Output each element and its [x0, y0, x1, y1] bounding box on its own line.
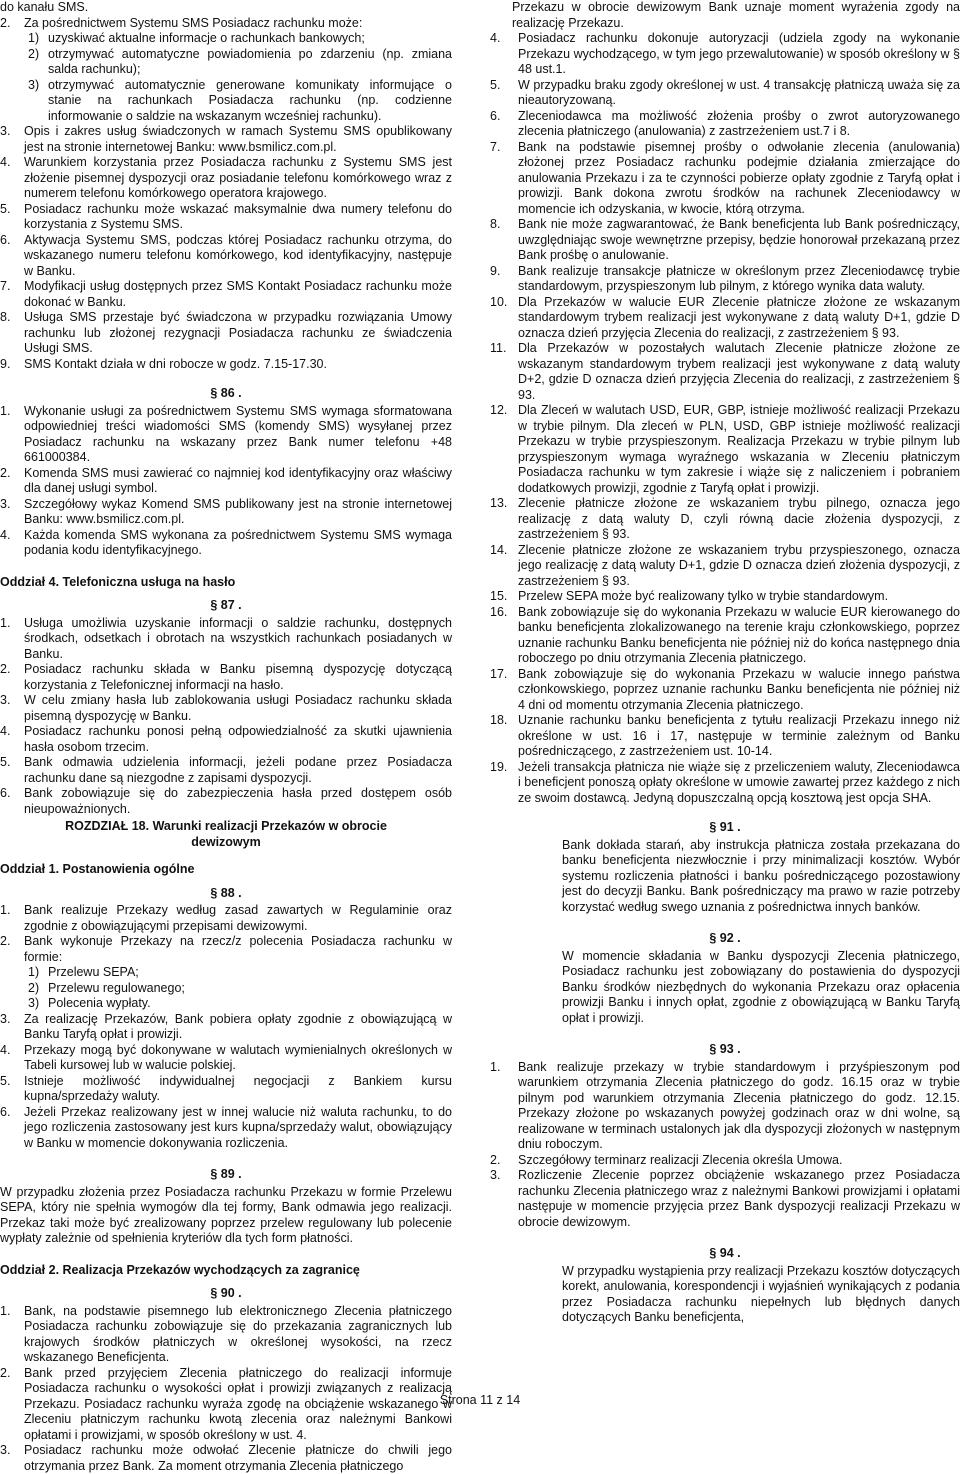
item-text: Zlecenie płatnicze złożone ze wskazaniem trybu przyspieszonego, oznacza jego realizację z datą waluty D+1, gdzie D oznacza dzień złożenia dyspozycji, z zastrzeżeniem § 93.	[518, 543, 960, 590]
item-number: 10.	[490, 295, 518, 342]
item-text: Usługa SMS przestaje być świadczona w przypadku rozwiązania Umowy rachunku lub złożonej rezygnacji Posiadacza rachunku ze świadczenia Usługi SMS.	[24, 310, 452, 357]
list-item	[0, 357, 452, 373]
list-item	[490, 667, 960, 714]
list-item	[0, 724, 452, 755]
paragraph-heading: § 89 .	[0, 1167, 452, 1183]
item-text: Uznanie rachunku banku beneficjenta z tytułu realizacji Przekazu innego niż określone w ust. 16 i 17, następuje w terminie zależnym od Banku pośredniczącego, z zastrzeżeniem ust. 10-14.	[518, 713, 960, 760]
item-number: 2.	[0, 16, 24, 32]
chapter-heading: ROZDZIAŁ 18. Warunki realizacji Przekazów w obrocie dewizowym	[0, 819, 452, 850]
list-item	[0, 1304, 452, 1366]
item-number: 4.	[0, 155, 24, 202]
item-number: 3)	[28, 996, 48, 1012]
sublist	[0, 31, 452, 124]
list-item	[28, 78, 452, 125]
item-text: Bank odmawia udzielenia informacji, jeżeli podane przez Posiadacza rachunku dane są niezgodne z zapisami dyspozycji.	[24, 755, 452, 786]
item-text: Dla Zleceń w walutach USD, EUR, GBP, istnieje możliwość realizacji Przekazu w trybie pilnym. Dla zleceń w PLN, USD, GBP istnieje możliwość realizacji Przekazu w trybie przyspieszonym. Realizacja Przekazu w trybie pilnym lub przyspieszonym wymaga wyraźnego wskazania w Zleceniu płatniczym Posiadacza rachunku w tym zakresie i wiąże się z naliczeniem i pobraniem dodatkowych prowizji, zgodnie z Taryfą opłat i prowizji.	[518, 403, 960, 496]
list-item	[490, 109, 960, 140]
section-heading: Oddział 2. Realizacja Przekazów wychodzących za zagranicę	[0, 1263, 452, 1279]
item-number: 2.	[0, 934, 24, 965]
item-number: 5.	[0, 755, 24, 786]
list	[0, 404, 452, 559]
item-text: Bank zobowiązuje się do zabezpieczenia hasła przed dostępem osób nieupoważnionych.	[24, 786, 452, 817]
continued-text: Przekazu w obrocie dewizowym Bank uznaje moment wyrażenia zgody na realizację Przekazu.	[490, 0, 960, 31]
item-text: Warunkiem korzystania przez Posiadacza rachunku z Systemu SMS jest złożenie pisemnej dyspozycji oraz posiadanie telefonu komórkowego wraz z numerem telefonu komórkowego operatora krajowego.	[24, 155, 452, 202]
list-item	[0, 404, 452, 466]
item-number: 6.	[0, 233, 24, 280]
item-text: Szczegółowy wykaz Komend SMS publikowany jest na stronie internetowej Banku: www.bsmilicz.com.pl.	[24, 497, 452, 528]
item-number: 6.	[490, 109, 518, 140]
item-number: 3.	[0, 1443, 24, 1474]
item-text: Zlecenie płatnicze złożone ze wskazaniem trybu pilnego, oznacza jego realizację z datą waluty D, czyli równą dacie złożenia dyspozycji, z zastrzeżeniem § 93.	[518, 496, 960, 543]
list-item	[490, 543, 960, 590]
right-column	[490, 0, 960, 1326]
item-number: 8.	[0, 310, 24, 357]
item-number: 4.	[490, 31, 518, 78]
section-heading: Oddział 1. Postanowienia ogólne	[0, 862, 452, 878]
list	[0, 903, 452, 965]
item-number: 3.	[0, 497, 24, 528]
list-item	[490, 403, 960, 496]
item-number: 18.	[490, 713, 518, 760]
item-text: Zleceniodawca ma możliwość złożenia prośby o zwrot autoryzowanego zlecenia płatniczego (anulowania) z zastrzeżeniem ust.7 i 8.	[518, 109, 960, 140]
list-item	[490, 217, 960, 264]
item-number: 7.	[490, 140, 518, 218]
item-text: Aktywacja Systemu SMS, podczas której Posiadacz rachunku otrzyma, do wskazanego numeru telefonu komórkowego, kod identyfikacyjny, następuje w Banku.	[24, 233, 452, 280]
item-number: 6.	[0, 786, 24, 817]
paragraph-text: W momencie składania w Banku dyspozycji Zlecenia płatniczego, Posiadacz rachunku jest zobowiązany do postawienia do dyspozycji Banku środków niezbędnych do wykonania Przekazu oraz opłacenia prowizji Banku i innych opłat, zgodnie z obowiązującą w Banku Taryfą opłat i prowizji.	[490, 949, 960, 1027]
list-item	[0, 1043, 452, 1074]
paragraph-heading: § 93 .	[490, 1042, 960, 1058]
item-text: Polecenia wypłaty.	[48, 996, 452, 1012]
list-item	[0, 786, 452, 817]
item-text: Bank nie może zagwarantować, że Bank beneficjenta lub Bank pośredniczący, uwzględniając swoje wewnętrzne przepisy, będzie honorował przekazaną przez Bank prośbę o anulowanie.	[518, 217, 960, 264]
item-text: Szczegółowy terminarz realizacji Zlecenia określa Umowa.	[518, 1153, 960, 1169]
item-text: Przelew SEPA może być realizowany tylko w trybie standardowym.	[518, 589, 960, 605]
list-item	[490, 264, 960, 295]
item-number: 5.	[0, 202, 24, 233]
list-item	[0, 693, 452, 724]
list-item	[28, 981, 452, 997]
item-number: 17.	[490, 667, 518, 714]
paragraph-text: Bank dokłada starań, aby instrukcja płatnicza została przekazana do banku beneficjenta niezwłocznie i przy minimalizacji kosztów. Wybór systemu rozliczenia płatności i banku pośredniczącego pozostawiony jest do decyzji Banku. Bank pośredniczący ma prawo w razie potrzeby korzystać według swego uznania z pośrednictwa innych banków.	[490, 838, 960, 916]
item-number: 3.	[490, 1168, 518, 1230]
paragraph-heading: § 86 .	[0, 386, 452, 402]
item-number: 3.	[0, 124, 24, 155]
item-text: Przelewu SEPA;	[48, 965, 452, 981]
section-heading: Oddział 4. Telefoniczna usługa na hasło	[0, 575, 452, 591]
list	[0, 1012, 452, 1152]
continued-text: do kanału SMS.	[0, 0, 452, 16]
list	[0, 124, 452, 372]
item-text: Posiadacz rachunku składa w Banku pisemną dyspozycję dotyczącą korzystania z Telefonicznej informacji na hasło.	[24, 662, 452, 693]
item-number: 5.	[490, 78, 518, 109]
item-number: 4.	[0, 724, 24, 755]
item-number: 3)	[28, 78, 48, 125]
item-text: Za realizację Przekazów, Bank pobiera opłaty zgodnie z obowiązującą w Banku Taryfą opłat i prowizji.	[24, 1012, 452, 1043]
paragraph-heading: § 91 .	[490, 820, 960, 836]
item-text: Dla Przekazów w pozostałych walutach Zlecenie płatnicze złożone ze wskazanym standardowym trybem realizacji jest wykonywane z datą waluty D+2, gdzie D oznacza dzień przyjęcia Zlecenia do realizacji, z zastrzeżeniem § 93.	[518, 341, 960, 403]
list-item	[0, 528, 452, 559]
list-item	[0, 279, 452, 310]
item-number: 1.	[0, 616, 24, 663]
list-item	[490, 78, 960, 109]
item-text: Przekazy mogą być dokonywane w walutach wymienialnych określonych w Tabeli kursowej lub w walucie polskiej.	[24, 1043, 452, 1074]
list-item	[490, 31, 960, 78]
item-text: Komenda SMS musi zawierać co najmniej kod identyfikacyjny oraz właściwy dla danej usługi symbol.	[24, 466, 452, 497]
list-item	[0, 124, 452, 155]
list-item	[490, 760, 960, 807]
item-number: 6.	[0, 1105, 24, 1152]
item-number: 7.	[0, 279, 24, 310]
item-text: Rozliczenie Zlecenie poprzez obciążenie wskazanego przez Posiadacza rachunku Zlecenia płatniczego wraz z należnymi Bankowi prowizjami i opłatami następuje w momencie przyjęcia przez Bank dyspozycji realizacji Przekazu w obrocie dewizowym.	[518, 1168, 960, 1230]
list-item	[0, 662, 452, 693]
list-item	[0, 233, 452, 280]
paragraph-text: W przypadku złożenia przez Posiadacza rachunku Przekazu w formie Przelewu SEPA, który nie spełnia wymogów dla tej formy, Bank odmawia jego realizacji. Przekaz taki może być zrealizowany poprzez przelew regulowany lub polecenie wypłaty zależnie od spełnienia kryteriów dla tych form płatności.	[0, 1185, 452, 1247]
item-number: 15.	[490, 589, 518, 605]
paragraph-text: W przypadku wystąpienia przy realizacji Przekazu kosztów dotyczących korekt, anulowania, korespondencji i wyjaśnień wynikających z podania przez Posiadacza rachunku niepełnych lub błędnych danych dotyczących Banku beneficjenta,	[490, 1264, 960, 1326]
item-number: 11.	[490, 341, 518, 403]
item-text: Bank realizuje Przekazy według zasad zawartych w Regulaminie oraz zgodnie z obowiązującymi przepisami dewizowymi.	[24, 903, 452, 934]
item-number: 2)	[28, 47, 48, 78]
item-text: Posiadacz rachunku dokonuje autoryzacji (udziela zgody na wykonanie Przekazu wychodzącego, w tym jego przewalutowanie) w sposób określony w § 48 ust.1.	[518, 31, 960, 78]
item-text: W przypadku braku zgody określonej w ust. 4 transakcję płatniczą uważa się za nieautoryzowaną.	[518, 78, 960, 109]
list-item	[490, 713, 960, 760]
item-number: 16.	[490, 605, 518, 667]
item-number: 19.	[490, 760, 518, 807]
item-text: Jeżeli Przekaz realizowany jest w innej walucie niż waluta rachunku, to do jego rozliczenia zastosowany jest kurs kupna/sprzedaży walut, obowiązujący w Banku w momencie dokonywania rozliczenia.	[24, 1105, 452, 1152]
item-number: 1)	[28, 31, 48, 47]
item-number: 2.	[0, 466, 24, 497]
item-number: 1.	[0, 903, 24, 934]
item-text: Dla Przekazów w walucie EUR Zlecenie płatnicze złożone ze wskazanym standardowym trybem realizacji jest wykonywane z datą waluty D+1, gdzie D oznacza dzień przyjęcia Zlecenia do realizacji, z zastrzeżeniem § 93.	[518, 295, 960, 342]
item-number: 3.	[0, 693, 24, 724]
item-number: 9.	[0, 357, 24, 373]
item-number: 1.	[0, 404, 24, 466]
paragraph-heading: § 88 .	[0, 886, 452, 902]
item-number: 13.	[490, 496, 518, 543]
item-text: SMS Kontakt działa w dni robocze w godz. 7.15-17.30.	[24, 357, 452, 373]
item-number: 5.	[0, 1074, 24, 1105]
item-text: Posiadacz rachunku może odwołać Zlecenie płatnicze do chwili jego otrzymania przez Bank. Za moment otrzymania Zlecenia płatniczego	[24, 1443, 452, 1474]
item-number: 12.	[490, 403, 518, 496]
item-text: Bank wykonuje Przekazy na rzecz/z polecenia Posiadacza rachunku w formie:	[24, 934, 452, 965]
list-item	[0, 755, 452, 786]
paragraph-heading: § 94 .	[490, 1246, 960, 1262]
item-number: 2.	[0, 1366, 24, 1444]
list-item	[490, 1153, 960, 1169]
list-item	[0, 1443, 452, 1474]
item-text: Jeżeli transakcja płatnicza nie wiąże się z przeliczeniem waluty, Zleceniodawca i beneficjent ponoszą opłaty określone w umowie zawartej przez każdego z nich ze swoim dostawcą. Jedyną dopuszczalną opcją kosztową jest opcja SHA.	[518, 760, 960, 807]
list-item	[490, 295, 960, 342]
item-text: otrzymywać automatyczne powiadomienia po zdarzeniu (np. zmiana salda rachunku);	[48, 47, 452, 78]
item-text: Usługa umożliwia uzyskanie informacji o saldzie rachunku, dostępnych środkach, odsetkach i obrotach na wszystkich rachunkach posiadanych w Banku.	[24, 616, 452, 663]
paragraph-heading: § 92 .	[490, 931, 960, 947]
list-item	[28, 47, 452, 78]
list-item	[0, 934, 452, 965]
list-item	[0, 616, 452, 663]
list-item	[0, 1012, 452, 1043]
item-number: 4.	[0, 528, 24, 559]
list-item	[0, 310, 452, 357]
item-number: 2.	[490, 1153, 518, 1169]
list-item	[490, 140, 960, 218]
item-text: Wykonanie usługi za pośrednictwem Systemu SMS wymaga sformatowana odpowiedniej treści wiadomości SMS (komendy SMS) wysyłanej przez Posiadacz rachunku na wskazany przez Bank numer telefonu +48 661000384.	[24, 404, 452, 466]
list	[0, 1304, 452, 1474]
list	[490, 31, 960, 806]
item-text: Bank zobowiązuje się do wykonania Przekazu w walucie EUR kierowanego do banku beneficjenta zlokalizowanego na terenie kraju członkowskiego, poprzez uznanie rachunku Banku beneficjenta nie później niż do końca następnego dnia roboczego po dniu otrzymania Zlecenia płatniczego.	[518, 605, 960, 667]
item-text: W celu zmiany hasła lub zablokowania usługi Posiadacz rachunku składa pisemną dyspozycję w Banku.	[24, 693, 452, 724]
item-text: Za pośrednictwem Systemu SMS Posiadacz rachunku może:	[24, 16, 452, 32]
item-number: 8.	[490, 217, 518, 264]
item-number: 1.	[490, 1060, 518, 1153]
list-item	[0, 202, 452, 233]
paragraph-heading: § 90 .	[0, 1286, 452, 1302]
item-text: Bank na podstawie pisemnej prośby o odwołanie zlecenia (anulowania) złożonej przez Posiadacz rachunku podejmie działania zmierzające do anulowania Przekazu i za te czynności pobierze opłaty zgodnie z Taryfą opłat i prowizji. Bank dokona zwrotu środków na rachunek Zleceniodawcy w momencie ich odzyskania, w kwocie, którą otrzyma.	[518, 140, 960, 218]
item-text: Przelewu regulowanego;	[48, 981, 452, 997]
list-item	[0, 16, 452, 32]
item-text: uzyskiwać aktualne informacje o rachunkach bankowych;	[48, 31, 452, 47]
list-item	[490, 496, 960, 543]
list-item	[28, 965, 452, 981]
list-item	[0, 1074, 452, 1105]
page-number: Strona 11 z 14	[0, 1393, 960, 1409]
item-text: Bank realizuje transakcje płatnicze w określonym przez Zleceniodawcę trybie standardowym, przyspieszonym lub pilnym, z którego wynika data waluty.	[518, 264, 960, 295]
item-text: Bank, na podstawie pisemnego lub elektronicznego Zlecenia płatniczego Posiadacza rachunku zobowiązuje się do przekazania zagranicznych lub krajowych środków płatniczych w określonej wysokości, na rzecz wskazanego Beneficjenta.	[24, 1304, 452, 1366]
item-number: 3.	[0, 1012, 24, 1043]
list-item	[28, 996, 452, 1012]
list-item	[490, 1168, 960, 1230]
item-number: 2)	[28, 981, 48, 997]
list-item	[490, 589, 960, 605]
item-text: Modyfikacji usług dostępnych przez SMS Kontakt Posiadacz rachunku może dokonać w Banku.	[24, 279, 452, 310]
list-item	[490, 341, 960, 403]
item-number: 1)	[28, 965, 48, 981]
item-number: 14.	[490, 543, 518, 590]
list-item	[0, 903, 452, 934]
sublist	[0, 965, 452, 1012]
item-number: 2.	[0, 662, 24, 693]
list-item	[490, 605, 960, 667]
item-text: Bank przed przyjęciem Zlecenia płatniczego do realizacji informuje Posiadacza rachunku o wysokości opłat i prowizji związanych z realizacją Przekazu. Posiadacz rachunku wyraża zgodę na obciążenie wskazanego w Zleceniu płatniczym rachunku kwotą zlecenia oraz należnymi Bankowi opłatami i prowizjami, w sposób określony w ust. 4.	[24, 1366, 452, 1444]
paragraph-heading: § 87 .	[0, 598, 452, 614]
item-number: 1.	[0, 1304, 24, 1366]
item-number: 9.	[490, 264, 518, 295]
item-text: Bank zobowiązuje się do wykonania Przekazu w walucie innego państwa członkowskiego, poprzez uznanie rachunku Banku beneficjenta nie później niż 4 dni od momentu otrzymania Zlecenia płatniczego.	[518, 667, 960, 714]
item-text: Opis i zakres usług świadczonych w ramach Systemu SMS opublikowany jest na stronie internetowej Banku: www.bsmilicz.com.pl.	[24, 124, 452, 155]
list-item	[0, 1105, 452, 1152]
list-item	[490, 1060, 960, 1153]
item-text: Istnieje możliwość indywidualnej negocjacji z Bankiem kursu kupna/sprzedaży waluty.	[24, 1074, 452, 1105]
item-text: Każda komenda SMS wykonana za pośrednictwem Systemu SMS wymaga podania kodu identyfikacyjnego.	[24, 528, 452, 559]
left-column	[0, 0, 452, 1474]
list-item	[0, 497, 452, 528]
list-item	[0, 466, 452, 497]
item-number: 4.	[0, 1043, 24, 1074]
list	[0, 616, 452, 818]
list	[490, 1060, 960, 1231]
list-item	[0, 155, 452, 202]
list-item	[28, 31, 452, 47]
item-text: Posiadacz rachunku ponosi pełną odpowiedzialność za skutki ujawnienia hasła osobom trzecim.	[24, 724, 452, 755]
item-text: otrzymywać automatycznie generowane komunikaty informujące o stanie na rachunkach Posiadacza rachunku (np. codzienne informowanie o saldzie na wskazanym wcześniej rachunku).	[48, 78, 452, 125]
item-text: Posiadacz rachunku może wskazać maksymalnie dwa numery telefonu do korzystania z Systemu SMS.	[24, 202, 452, 233]
item-text: Bank realizuje przekazy w trybie standardowym i przyśpieszonym pod warunkiem otrzymania Zlecenia płatniczego do godz. 16.15 oraz w trybie pilnym pod warunkiem otrzymania Zlecenia płatniczego do godz. 12.15. Przekazy złożone po wskazanych powyżej godzinach oraz w dni wolne, są realizowane w terminach ustalonych jak dla dyspozycji złożonych w następnym dniu roboczym.	[518, 1060, 960, 1153]
